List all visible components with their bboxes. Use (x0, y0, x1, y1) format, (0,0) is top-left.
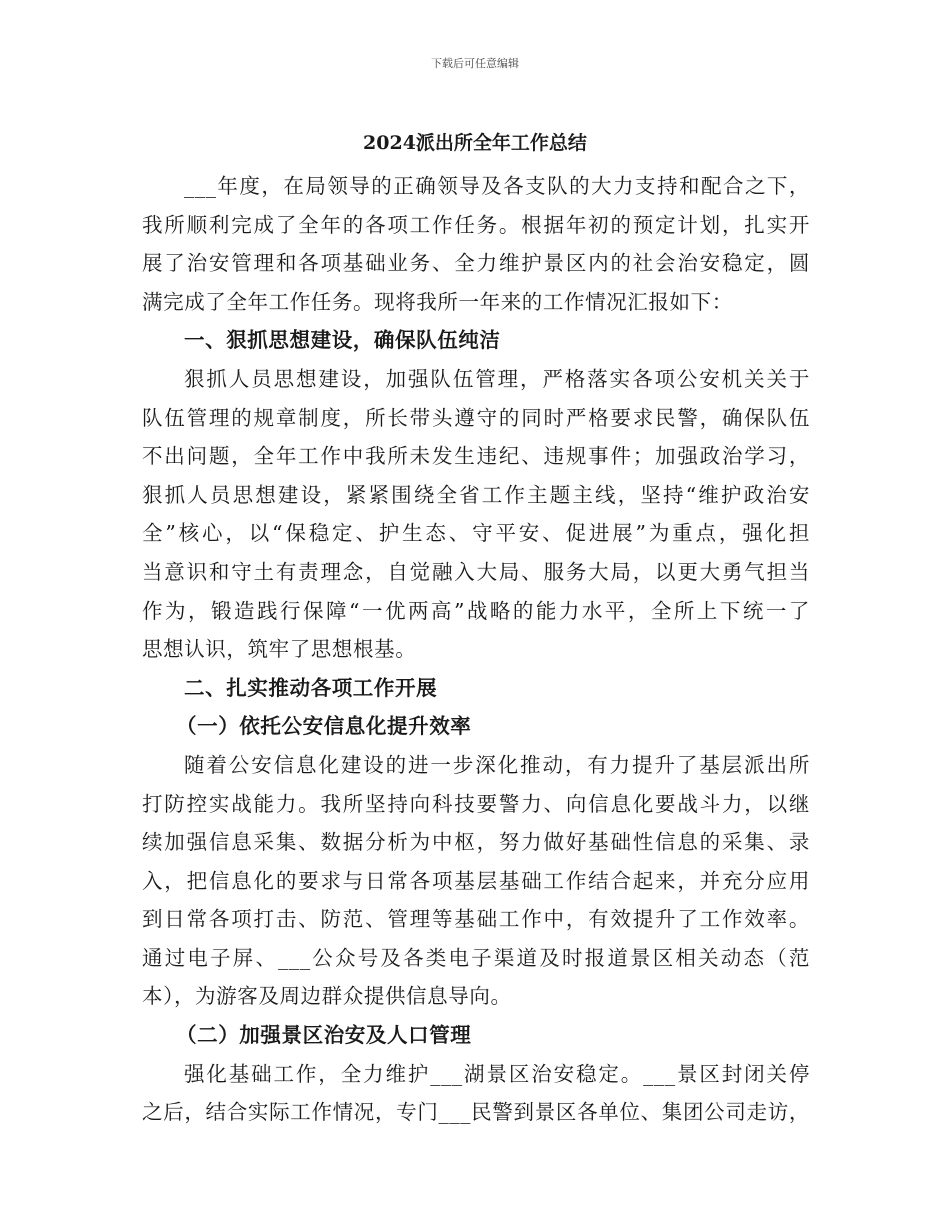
text-line: 到日常各项打击、防范、管理等基础工作中，有效提升了工作效率。 (142, 907, 810, 932)
text-line: 强化基础工作，全力维护___湖景区治安稳定。___景区封闭关停 (184, 1061, 810, 1086)
text-line: 通过电子屏、___公众号及各类电子渠道及时报道景区相关动态（范 (142, 945, 810, 970)
document-title: 2024派出所全年工作总结 (363, 132, 587, 154)
section-heading: 一、狠抓思想建设，确保队伍纯洁 (184, 328, 501, 353)
text-line: 本），为游客及周边群众提供信息导向。 (142, 984, 512, 1009)
text-line: 之后，结合实际工作情况，专门___民警到景区各单位、集团公司走访， (142, 1100, 810, 1125)
text-line: ___年度，在局领导的正确领导及各支队的大力支持和配合之下， (184, 174, 810, 198)
section-heading: 二、扎实推动各项工作开展 (184, 675, 438, 700)
text-line: 随着公安信息化建设的进一步深化推动，有力提升了基层派出所 (184, 752, 810, 777)
text-line: 续加强信息采集、数据分析为中枢，努力做好基础性信息的采集、录 (142, 830, 810, 855)
text-line: 我所顺利完成了全年的各项工作任务。根据年初的预定计划，扎实开 (142, 212, 810, 237)
text-line: 满完成了全年工作任务。现将我所一年来的工作情况汇报如下： (142, 289, 733, 314)
text-line: 当意识和守土有责理念，自觉融入大局、服务大局，以更大勇气担当 (142, 559, 810, 584)
subsection-heading: （一）依托公安信息化提升效率 (176, 714, 472, 739)
document-body (142, 167, 810, 1132)
text-line: 狠抓人员思想建设，加强队伍管理，严格落实各项公安机关关于 (184, 366, 810, 391)
text-line: 全”核心，以“保稳定、护生态、守平安、促进展”为重点，强化担 (142, 521, 810, 546)
header-note: 下载后可任意编辑 (431, 57, 519, 70)
text-line: 队伍管理的规章制度，所长带头遵守的同时严格要求民警，确保队伍 (142, 405, 810, 430)
text-line: 狠抓人员思想建设，紧紧围绕全省工作主题主线，坚持“维护政治安 (142, 482, 810, 507)
subsection-heading: （二）加强景区治安及人口管理 (176, 1023, 472, 1048)
text-line: 展了治安管理和各项基础业务、全力维护景区内的社会治安稳定，圆 (142, 251, 810, 276)
text-line: 作为，锻造践行保障“一优两高”战略的能力水平，全所上下统一了 (142, 598, 810, 623)
text-line: 思想认识，筑牢了思想根基。 (142, 637, 417, 662)
text-line: 入，把信息化的要求与日常各项基层基础工作结合起来，并充分应用 (142, 868, 810, 893)
text-line: 打防控实战能力。我所坚持向科技要警力、向信息化要战斗力，以继 (142, 791, 810, 816)
text-line: 不出问题，全年工作中我所未发生违纪、违规事件；加强政治学习， (142, 444, 810, 469)
